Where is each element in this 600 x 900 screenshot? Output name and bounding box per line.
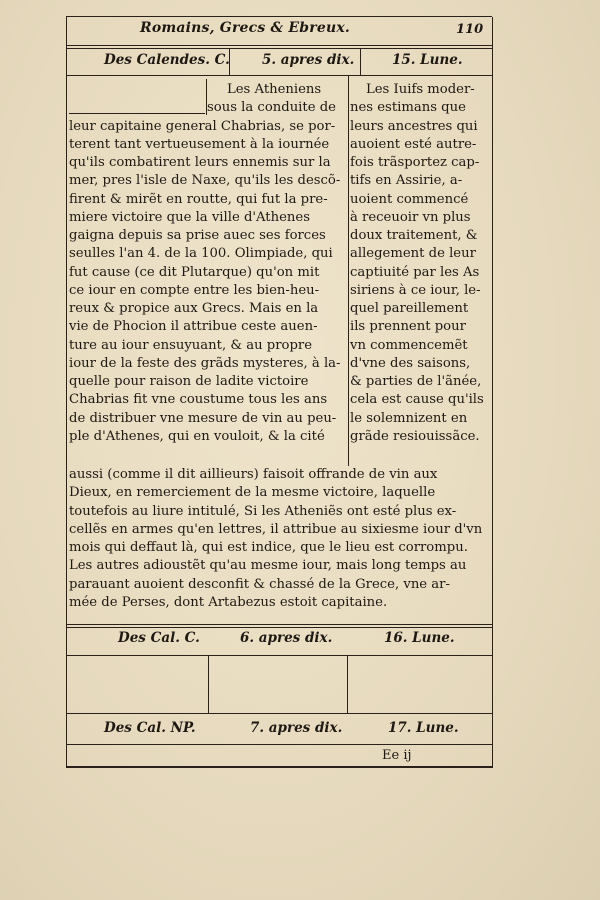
full-line: aussi (comme il dit aillieurs) faisoit offrande de vin aux bbox=[69, 467, 438, 482]
right-line: siriens à ce iour, le- bbox=[350, 282, 481, 298]
section1-calendes: Des Calendes. C. bbox=[104, 52, 230, 68]
full-width-paragraph bbox=[69, 466, 489, 612]
section2-rule-top bbox=[66, 624, 492, 625]
top-rule bbox=[66, 16, 492, 17]
right-line: ils prennent pour bbox=[350, 319, 466, 335]
section2-rule-top-double bbox=[66, 627, 492, 628]
right-line: le solemnizent en bbox=[350, 410, 468, 426]
right-line: cela est cause qu'ils bbox=[350, 392, 484, 408]
left-line: leur capitaine general Chabrias, se por- bbox=[69, 118, 336, 134]
left-line: firent & mirẽt en routte, qui fut la pre- bbox=[69, 191, 328, 207]
left-line: iour de la feste des grãds mysteres, à la- bbox=[69, 355, 341, 371]
full-line: toutefois au liure intitulé, Si les Atheniẽs ont esté plus ex- bbox=[69, 503, 457, 519]
section3-jour: 7. apres dix. bbox=[250, 720, 343, 736]
left-line: gaigna depuis sa prise auec ses forces bbox=[69, 228, 326, 243]
right-line: vn commencemẽt bbox=[350, 337, 468, 353]
right-line: Les Iuifs moder- bbox=[366, 82, 475, 97]
left-line: ture au iour ensuyuant, & au propre bbox=[69, 337, 313, 353]
full-line: Les autres adioustẽt qu'au mesme iour, mais long temps au bbox=[69, 558, 467, 574]
right-line: uoient commencé bbox=[350, 191, 469, 207]
left-line: de distribuer vne mesure de vin au peu- bbox=[69, 410, 337, 426]
section1-divider-a bbox=[229, 48, 230, 75]
right-line: captiuité par les As bbox=[350, 264, 480, 280]
folio-number: 110 bbox=[456, 22, 484, 37]
section1-rule bbox=[66, 75, 492, 76]
left-line: mer, pres l'isle de Naxe, qu'ils les descõ- bbox=[69, 173, 341, 189]
section3-rule-top bbox=[66, 713, 492, 714]
section3-calendes: Des Cal. NP. bbox=[104, 720, 196, 736]
left-line: seulles l'an 4. de la 100. Olimpiade, qui bbox=[69, 246, 333, 262]
signature-mark: Ee ij bbox=[382, 748, 412, 763]
left-line: reux & propice aux Grecs. Mais en la bbox=[69, 301, 319, 316]
header-rule bbox=[66, 45, 492, 46]
full-line: mée de Perses, dont Artabezus estoit capitaine. bbox=[69, 594, 388, 610]
left-line: vie de Phocion il attribue ceste auen- bbox=[69, 319, 318, 335]
left-line: qu'ils combatirent leurs ennemis sur la bbox=[69, 155, 331, 170]
right-line: grãde resiouissãce. bbox=[350, 428, 480, 444]
section2-calendes: Des Cal. C. bbox=[118, 630, 200, 646]
left-line: fut cause (ce dit Plutarque) qu'on mit bbox=[69, 264, 320, 280]
right-column bbox=[350, 81, 488, 446]
left-column bbox=[69, 81, 347, 446]
section3-rule-bottom bbox=[66, 744, 492, 745]
right-line: à receuoir vn plus bbox=[350, 209, 471, 225]
full-line: Dieux, en remerciement de la mesme victoire, laquelle bbox=[69, 485, 436, 501]
left-line: miere victoire que la ville d'Athenes bbox=[69, 209, 310, 225]
section1-lune: 15. Lune. bbox=[392, 52, 463, 68]
full-line: mois qui deffaut là, qui est indice, que le lieu est corrompu. bbox=[69, 540, 468, 555]
right-line: doux traitement, & bbox=[350, 228, 478, 243]
section1-jour: 5. apres dix. bbox=[262, 52, 355, 68]
section2-jour: 6. apres dix. bbox=[240, 630, 333, 646]
right-line: leurs ancestres qui bbox=[350, 118, 478, 134]
column-divider bbox=[348, 75, 349, 466]
left-line: quelle pour raison de ladite victoire bbox=[69, 374, 309, 389]
left-line: terent tant vertueusement à la iournée bbox=[69, 136, 330, 152]
left-line: ple d'Athenes, qui en vouloit, & la cité bbox=[69, 428, 325, 444]
right-line: quel pareillement bbox=[350, 301, 469, 316]
left-line: Les Atheniens bbox=[227, 82, 322, 97]
left-line: sous la conduite de bbox=[207, 100, 336, 116]
section2-divider-a bbox=[208, 655, 209, 713]
left-line: ce iour en compte entre les bien-heu- bbox=[69, 282, 320, 298]
left-line: Chabrias fit vne coustume tous les ans bbox=[69, 392, 328, 408]
full-line: parauant auoient desconfit & chassé de la Grece, vne ar- bbox=[69, 576, 450, 592]
full-line: cellẽs en armes qu'en lettres, il attribue au sixiesme iour d'vn bbox=[69, 521, 483, 537]
bottom-rule bbox=[66, 766, 492, 768]
section2-divider-b bbox=[347, 655, 348, 713]
header-rule-double bbox=[66, 48, 492, 49]
section2-rule-bottom bbox=[66, 655, 492, 656]
section2-lune: 16. Lune. bbox=[384, 630, 455, 646]
right-line: tifs en Assirie, a- bbox=[350, 173, 463, 189]
right-line: allegement de leur bbox=[350, 246, 476, 262]
right-line: d'vne des saisons, bbox=[350, 355, 471, 371]
right-line: nes estimans que bbox=[350, 100, 466, 116]
section1-divider-b bbox=[360, 48, 361, 75]
section3-lune: 17. Lune. bbox=[388, 720, 459, 736]
right-line: fois trãsportez cap- bbox=[350, 155, 480, 170]
right-line: auoient esté autre- bbox=[350, 136, 477, 152]
running-title: Romains, Grecs & Ebreux. bbox=[140, 20, 350, 36]
right-line: & parties de l'ãnée, bbox=[350, 374, 482, 389]
